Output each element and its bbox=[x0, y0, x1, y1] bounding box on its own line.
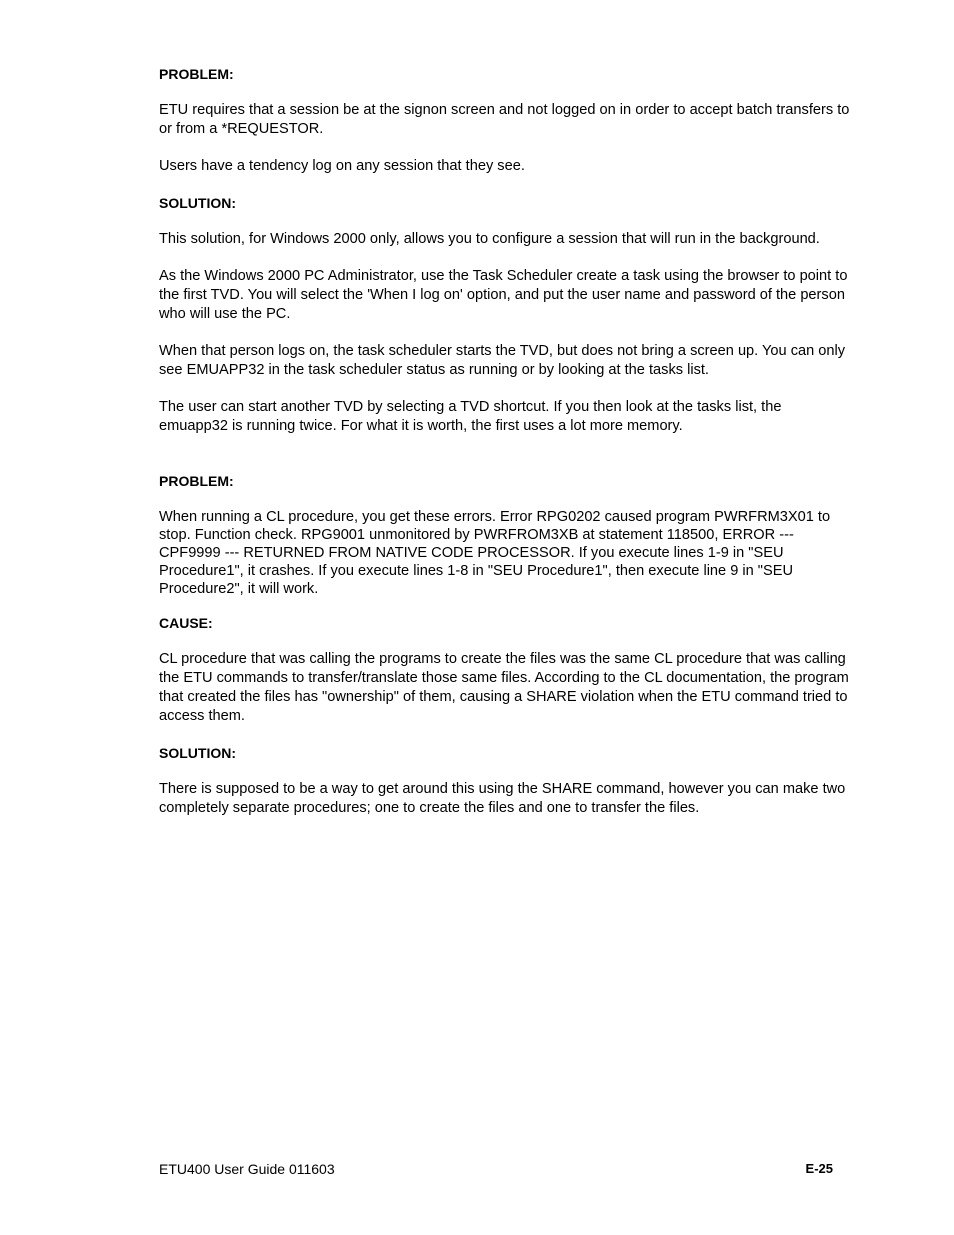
paragraph: When that person logs on, the task scheduler starts the TVD, but does not bring a screen up. You can only see EMUAPP32 in the task scheduler status as running or by looking at the tasks list. bbox=[159, 343, 846, 378]
paragraph: CL procedure that was calling the programs to create the files was the same CL procedure that was calling the ETU commands to transfer/translate those same files. According to the CL documentation, the program that created the files has "ownership" of them, causing a SHARE violation when the ETU command tried to access them. bbox=[159, 651, 849, 724]
solution-heading: SOLUTION: bbox=[159, 745, 236, 761]
section-spacer bbox=[159, 454, 851, 472]
problem-heading: PROBLEM: bbox=[159, 66, 234, 82]
paragraph: Users have a tendency log on any session that they see. bbox=[159, 158, 525, 174]
page-number: E-25 bbox=[805, 1161, 833, 1176]
paragraph: The user can start another TVD by selecting a TVD shortcut. If you then look at the tasks list, the emuapp32 is running twice. For what it is worth, the first uses a lot more memory. bbox=[159, 399, 782, 434]
cause-heading: CAUSE: bbox=[159, 615, 213, 631]
problem-heading: PROBLEM: bbox=[159, 473, 234, 489]
paragraph: This solution, for Windows 2000 only, allows you to configure a session that will run in the background. bbox=[159, 231, 820, 247]
paragraph: As the Windows 2000 PC Administrator, use the Task Scheduler create a task using the browser to point to the first TVD. You will select the 'When I log on' option, and put the user name and password of the person who will use the PC. bbox=[159, 268, 848, 322]
solution-heading: SOLUTION: bbox=[159, 195, 236, 211]
paragraph: There is supposed to be a way to get around this using the SHARE command, however you can make two completely separate procedures; one to create the files and one to transfer the files. bbox=[159, 781, 846, 816]
paragraph: ETU requires that a session be at the signon screen and not logged on in order to accept batch transfers to or from a *REQUESTOR. bbox=[159, 102, 850, 137]
page-body bbox=[159, 65, 851, 836]
footer-document-title: ETU400 User Guide 011603 bbox=[159, 1161, 335, 1177]
paragraph: When running a CL procedure, you get these errors. Error RPG0202 caused program PWRFRM3X01 to stop. Function check. RPG9001 unmonitored by PWRFROM3XB at statement 118500, ERROR --- CPF9999 --- RETURNED FROM NATIVE CODE PROCESSOR. If you execute lines 1-9 in "SEU Procedure1", it crashes. If you execute lines 1-8 in "SEU Procedure1", then execute line 9 in "SEU Procedure2", it will work. bbox=[159, 509, 831, 597]
